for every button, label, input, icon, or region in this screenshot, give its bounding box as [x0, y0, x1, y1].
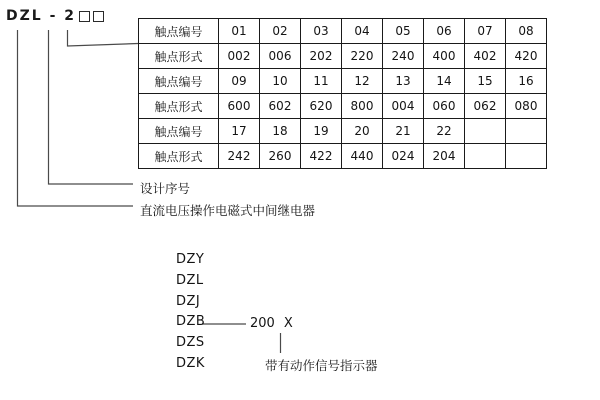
table-cell: 13 [383, 69, 424, 94]
table-cell: 240 [383, 44, 424, 69]
table-cell: 22 [424, 119, 465, 144]
row-label: 触点编号 [139, 19, 219, 44]
suffix-letter: X [283, 316, 293, 331]
table-cell: 420 [506, 44, 547, 69]
dzb-suffix [250, 316, 293, 331]
series-code: DZB [176, 314, 206, 330]
row-label: 触点形式 [139, 144, 219, 169]
table-cell: 21 [383, 119, 424, 144]
table-cell [465, 119, 506, 144]
model-code-text: DZL - 2 [6, 8, 76, 24]
table-cell: 062 [465, 94, 506, 119]
table-cell: 602 [260, 94, 301, 119]
table-cell: 004 [383, 94, 424, 119]
table-cell: 01 [219, 19, 260, 44]
table-row [139, 119, 547, 144]
table-row [139, 69, 547, 94]
row-label: 触点编号 [139, 119, 219, 144]
row-label: 触点形式 [139, 44, 219, 69]
table-cell: 260 [260, 144, 301, 169]
table-cell: 18 [260, 119, 301, 144]
series-code: DZK [176, 355, 205, 371]
table-cell: 09 [219, 69, 260, 94]
table-cell: 11 [301, 69, 342, 94]
model-code-row [6, 8, 104, 24]
table-cell: 220 [342, 44, 383, 69]
series-code: DZJ [176, 293, 201, 309]
table-cell: 440 [342, 144, 383, 169]
table-cell: 400 [424, 44, 465, 69]
contact-code-placeholder-box [93, 11, 104, 22]
table-cell: 07 [465, 19, 506, 44]
table-cell: 422 [301, 144, 342, 169]
design-serial-label: 设计序号 [140, 181, 191, 196]
series-code: DZS [176, 335, 205, 351]
table-cell: 800 [342, 94, 383, 119]
table-cell: 202 [301, 44, 342, 69]
table-cell: 002 [219, 44, 260, 69]
row-label: 触点编号 [139, 69, 219, 94]
table-cell [506, 119, 547, 144]
table-cell: 006 [260, 44, 301, 69]
table-cell [465, 144, 506, 169]
series-code: DZL [176, 272, 204, 288]
table-cell: 20 [342, 119, 383, 144]
table-cell [506, 144, 547, 169]
table-cell: 19 [301, 119, 342, 144]
table-cell: 05 [383, 19, 424, 44]
table-cell: 12 [342, 69, 383, 94]
table-cell: 14 [424, 69, 465, 94]
contact-code-placeholder-box [79, 11, 90, 22]
table-cell: 600 [219, 94, 260, 119]
series-code-list [176, 250, 205, 375]
table-cell: 06 [424, 19, 465, 44]
series-code: DZY [176, 252, 205, 267]
table-cell: 08 [506, 19, 547, 44]
table-cell: 17 [219, 119, 260, 144]
suffix-number: 200 [250, 316, 275, 331]
table-cell: 204 [424, 144, 465, 169]
table-cell: 04 [342, 19, 383, 44]
table-cell: 03 [301, 19, 342, 44]
table-row [139, 94, 547, 119]
row-label: 触点形式 [139, 94, 219, 119]
table-cell: 15 [465, 69, 506, 94]
table-row [139, 19, 547, 44]
table-cell: 10 [260, 69, 301, 94]
indicator-note: 带有动作信号指示器 [265, 358, 378, 373]
table-cell: 242 [219, 144, 260, 169]
table-cell: 16 [506, 69, 547, 94]
table-row [139, 144, 547, 169]
table-cell: 024 [383, 144, 424, 169]
table-cell: 02 [260, 19, 301, 44]
table-cell: 620 [301, 94, 342, 119]
table-cell: 402 [465, 44, 506, 69]
table-cell: 080 [506, 94, 547, 119]
table-row [139, 44, 547, 69]
contact-code-table [138, 18, 547, 169]
table-cell: 060 [424, 94, 465, 119]
relay-description-label: 直流电压操作电磁式中间继电器 [140, 203, 316, 218]
